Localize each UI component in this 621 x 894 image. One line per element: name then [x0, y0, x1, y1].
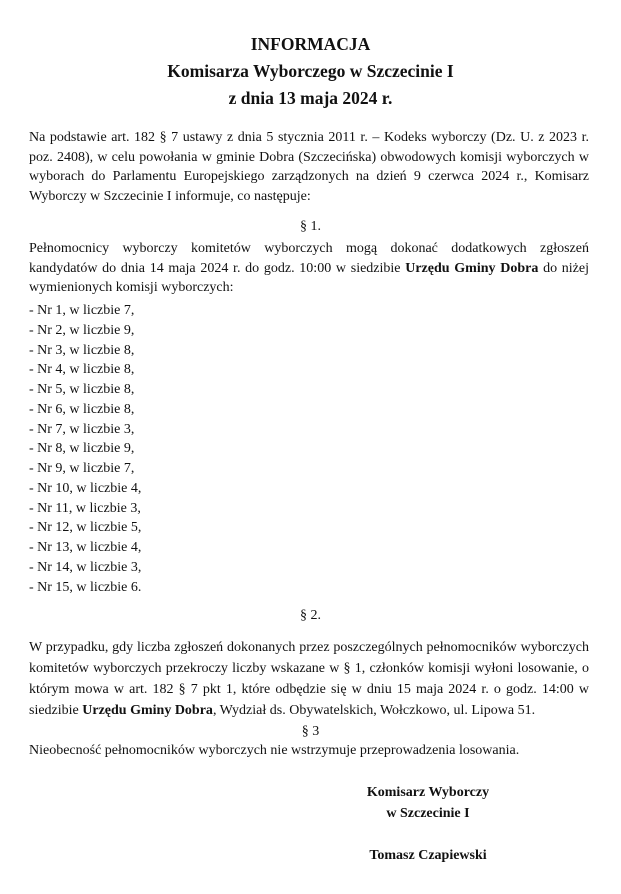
commission-list-item: - Nr 10, w liczbie 4,	[29, 480, 142, 496]
commission-list	[29, 301, 141, 597]
section-1-heading: § 1.	[300, 219, 321, 234]
section-2-office-name: Urzędu Gminy Dobra	[82, 703, 213, 718]
commission-list-item: - Nr 15, w liczbie 6.	[29, 579, 142, 595]
commission-list-item: - Nr 14, w liczbie 3,	[29, 559, 142, 575]
commission-list-item: - Nr 6, w liczbie 8,	[29, 401, 135, 417]
signature-location: w Szczecinie I	[386, 806, 470, 821]
commission-list-item: - Nr 2, w liczbie 9,	[29, 322, 135, 338]
section-2-heading: § 2.	[300, 608, 321, 623]
section-1-office-name: Urzędu Gminy Dobra	[405, 260, 539, 276]
commission-list-item: - Nr 13, w liczbie 4,	[29, 540, 142, 555]
document-date: z dnia 13 maja 2024 r.	[228, 88, 393, 108]
commission-list-item: - Nr 1, w liczbie 7,	[29, 303, 135, 318]
signature-title: Komisarz Wyborczy	[366, 785, 490, 800]
section-1-paragraph	[29, 239, 589, 298]
document-title: INFORMACJA	[250, 34, 371, 54]
section-2-text-before: W przypadku, gdy liczba zgłoszeń dokonanych przez poszczególnych pełnomocników wyborczych komitetów wyborczych przekroczy liczby wskazane w § 1, członków komisji wyłoni losowanie, o którym mowa w art. 182 § 7 pkt 1, które odbędzie się w dniu 15 maja 2024 r. o godz. 14:00 w siedzibie	[29, 640, 589, 718]
commission-list-item: - Nr 7, w liczbie 3,	[29, 421, 135, 437]
section-2-paragraph	[29, 637, 589, 721]
commission-list-item: - Nr 11, w liczbie 3,	[29, 500, 141, 516]
commission-list-item: - Nr 8, w liczbie 9,	[29, 441, 135, 457]
commission-list-item: - Nr 9, w liczbie 7,	[29, 461, 135, 476]
commission-list-item: - Nr 5, w liczbie 8,	[29, 382, 135, 397]
section-1-text-after: do niżej wymienionych komisji wyborczych:	[29, 260, 589, 296]
section-1-text-before: Pełnomocnicy wyborczy komitetów wyborczych mogą dokonać dodatkowych zgłoszeń kandydatów do dnia 14 maja 2024 r. do godz. 10:00 w siedzibie	[29, 241, 589, 276]
intro-paragraph: Na podstawie art. 182 § 7 ustawy z dnia 5 stycznia 2011 r. – Kodeks wyborczy (Dz. U. z 2023 r. poz. 2408), w celu powołania w gminie Dobra (Szczecińska) obwodowych komisji wyborczych w wyborach do Parlamentu Europejskiego zarządzonych na dzień 9 czerwca 2024 r., Komisarz Wyborczy w Szczecinie I informuje, co następuje:	[29, 130, 589, 204]
section-3-heading: § 3	[301, 724, 320, 739]
signature-name: Tomasz Czapiewski	[369, 848, 487, 863]
section-2-text-after: , Wydział ds. Obywatelskich, Wołczkowo, ul. Lipowa 51.	[212, 703, 536, 718]
commission-list-item: - Nr 12, w liczbie 5,	[29, 520, 142, 536]
commission-list-item: - Nr 3, w liczbie 8,	[29, 342, 135, 358]
document-issuer: Komisarza Wyborczego w Szczecinie I	[167, 61, 454, 81]
commission-list-item: - Nr 4, w liczbie 8,	[29, 362, 135, 378]
section-3-paragraph: Nieobecność pełnomocników wyborczych nie wstrzymuje przeprowadzenia losowania.	[29, 743, 520, 758]
